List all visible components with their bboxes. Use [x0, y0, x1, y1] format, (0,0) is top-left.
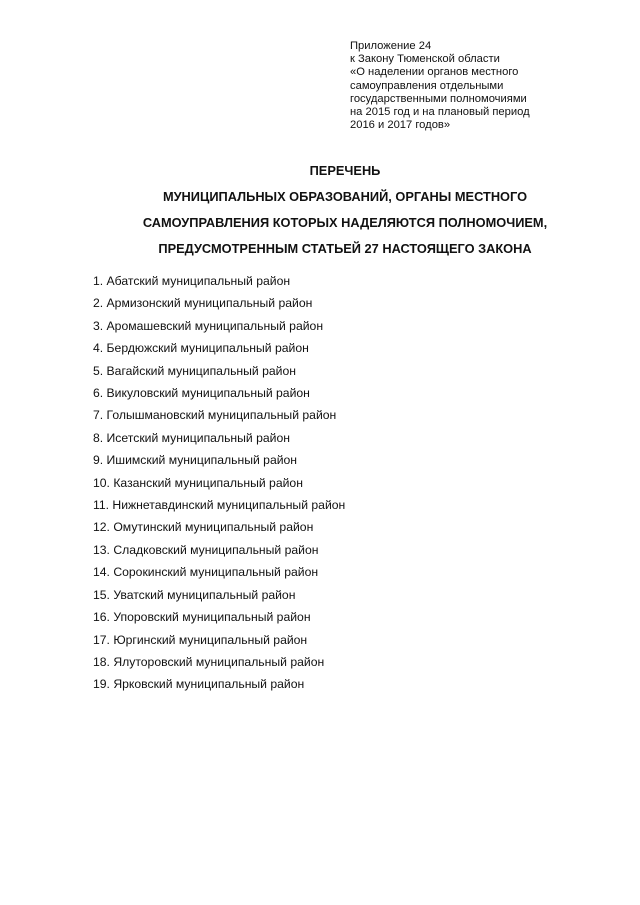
list-item: 14. Сорокинский муниципальный район — [93, 565, 319, 580]
list-item: 8. Исетский муниципальный район — [93, 430, 290, 445]
appendix-line: государственными полномочиями — [350, 92, 527, 105]
list-item: 9. Ишимский муниципальный район — [93, 453, 298, 468]
list-item: 19. Ярковский муниципальный район — [93, 677, 305, 692]
list-item: 11. Нижнетавдинский муниципальный район — [93, 498, 346, 513]
list-item: 4. Бердюжский муниципальный район — [93, 341, 309, 356]
appendix-line: Приложение 24 — [350, 40, 432, 52]
list-item: 3. Аромашевский муниципальный район — [93, 318, 324, 333]
list-item: 17. Юргинский муниципальный район — [93, 632, 308, 647]
district-list — [93, 270, 345, 696]
list-item: 15. Уватский муниципальный район — [93, 587, 296, 602]
list-item: 5. Вагайский муниципальный район — [93, 363, 296, 378]
appendix-line: 2016 и 2017 годов» — [350, 119, 451, 132]
title-line: САМОУПРАВЛЕНИЯ КОТОРЫХ НАДЕЛЯЮТСЯ ПОЛНОМОЧИЕМ, — [142, 215, 548, 230]
appendix-line: самоуправления отдельными — [350, 79, 504, 92]
list-item: 16. Упоровский муниципальный район — [93, 610, 311, 625]
list-item: 18. Ялуторовский муниципальный район — [93, 654, 325, 669]
list-item: 12. Омутинский муниципальный район — [93, 520, 314, 535]
appendix-line: на 2015 год и на плановый период — [350, 106, 530, 119]
title-line: МУНИЦИПАЛЬНЫХ ОБРАЗОВАНИЙ, ОРГАНЫ МЕСТНОГО — [162, 189, 528, 204]
list-item: 6. Викуловский муниципальный район — [93, 386, 310, 401]
appendix-line: к Закону Тюменской области — [350, 53, 500, 66]
list-item: 10. Казанский муниципальный район — [93, 475, 303, 490]
appendix-note — [350, 40, 620, 132]
title-line: ПЕРЕЧЕНЬ — [309, 163, 381, 178]
title-line: ПРЕДУСМОТРЕННЫМ СТАТЬЕЙ 27 НАСТОЯЩЕГО ЗАКОНА — [158, 241, 532, 256]
list-item: 2. Армизонский муниципальный район — [93, 296, 313, 311]
list-item: 1. Абатский муниципальный район — [93, 274, 291, 288]
list-item: 7. Голышмановский муниципальный район — [93, 408, 337, 423]
list-item: 13. Сладковский муниципальный район — [93, 542, 319, 557]
document-title — [0, 158, 640, 262]
appendix-line: «О наделении органов местного — [350, 66, 519, 79]
